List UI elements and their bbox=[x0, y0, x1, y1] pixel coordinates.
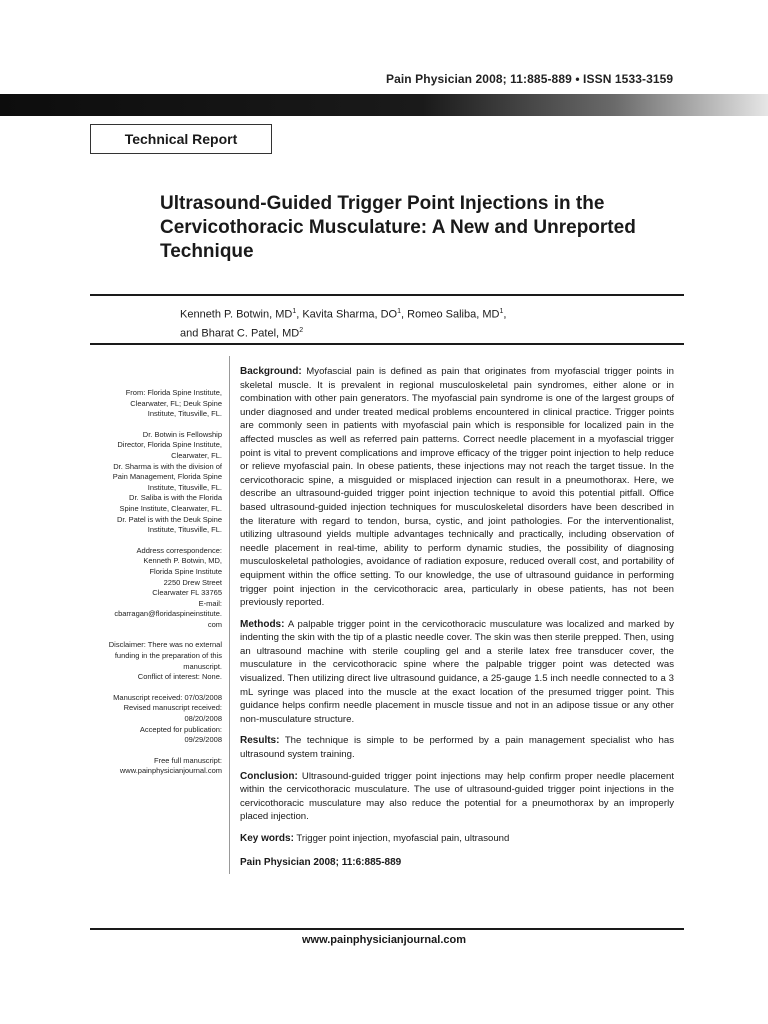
author-name: Bharat C. Patel, MD bbox=[201, 327, 300, 340]
column-divider bbox=[229, 356, 230, 874]
journal-reference: Pain Physician 2008; 11:6:885-889 bbox=[240, 856, 402, 868]
sidebar-from: From: Florida Spine Institute, Clearwater, FL; Deuk Spine Institute, Titusville, FL. bbox=[125, 388, 222, 419]
author-affiliation-mark: 1 bbox=[292, 308, 297, 315]
article-sidebar bbox=[84, 388, 222, 787]
header-bar bbox=[0, 94, 768, 116]
sidebar-disclaimer: Disclaimer: There was no external funding in the preparation of this manuscript. Conflict of interest: None. bbox=[108, 640, 222, 682]
sidebar-affiliations: Dr. Botwin is Fellowship Director, Florida Spine Institute, Clearwater, FL. Dr. Sharma is with the division of Pain Management, Florida Spine Institute, Titusville, FL. Dr. Saliba is with the Florida Spine Institute, Clearwater, FL. Dr. Patel is with the Deuk Spine Institute, Titusville, FL. bbox=[112, 429, 222, 535]
author-name: Romeo Saliba, MD bbox=[407, 308, 500, 321]
author-list: Kenneth P. Botwin, $MD^1$, Kavita Sharma, $DO^1$, Romeo Saliba, $MD^1$, and Bharat C. Patel, $MD^2$ bbox=[180, 308, 507, 340]
journal-citation: Pain Physician 2008; 11:885-889 • ISSN 1533-3159 bbox=[386, 72, 674, 86]
author-name: Kenneth P. Botwin, MD bbox=[180, 308, 293, 321]
author-name: Kavita Sharma, DO bbox=[302, 308, 398, 321]
author-affiliation-mark: 1 bbox=[499, 308, 504, 315]
abstract-background bbox=[240, 365, 674, 610]
divider-bottom bbox=[90, 928, 684, 930]
section-label: Conclusion: bbox=[240, 770, 298, 782]
section-text: A palpable trigger point in the cervicothoracic musculature was localized and marked by indenting the skin with the tip of a plastic needle cover. The skin was then sterile prepped. Then, using an ultrasound machine with sterile coupling gel and a sterile latex free transducer cover, the musculature in the cervicothoracic spine where the palpable trigger point was detected was visualized. Then utilizing direct live ultrasound guidance, a 25-gauge 1.5 inch needle connected to a 3 mL syringe was placed into the muscle at the exact location of the presumed trigger point. This guidance helps confirm needle placement in muscle tissue and not in an adipose tissue or any other non-musculature structure. bbox=[240, 618, 675, 725]
section-label: Background: bbox=[240, 366, 302, 377]
section-label: Methods: bbox=[240, 618, 285, 630]
section-text: Ultrasound-guided trigger point injections may help confirm proper needle placement within the cervicothoracic musculature. The use of ultrasound-guided trigger point injections in the cervicothoracic musculature may also reduce the potential for a pneumothorax by an improperly placed injection. bbox=[240, 770, 674, 823]
abstract-methods bbox=[240, 618, 674, 727]
sidebar-free-manuscript: Free full manuscript: www.painphysicianjournal.com bbox=[119, 755, 222, 776]
abstract-results bbox=[240, 734, 674, 761]
section-label: Results: bbox=[240, 735, 280, 747]
section-text: Trigger point injection, myofascial pain, ultrasound bbox=[296, 833, 510, 844]
article-title: Ultrasound-Guided Trigger Point Injections in the Cervicothoracic Musculature: A New and Unreported Technique bbox=[160, 193, 636, 262]
divider-top bbox=[90, 294, 684, 296]
abstract-conclusion bbox=[240, 770, 674, 824]
report-type-label: Technical Report bbox=[90, 124, 272, 154]
section-label: Key words: bbox=[240, 833, 294, 844]
abstract-keywords bbox=[240, 832, 674, 846]
author-affiliation-mark: 1 bbox=[397, 308, 402, 315]
sidebar-dates: Manuscript received: 07/03/2008 Revised manuscript received: 08/20/2008 Accepted for publication: 09/29/2008 bbox=[113, 692, 222, 745]
section-text: Myofascial pain is defined as pain that originates from myofascial trigger points in skeletal muscle. It is prevalent in regional musculoskeletal pain syndromes, either alone or in combination with other pain generators. The myofascial pain syndrome is one of the largest groups of under diagnosed and under treated medical problems encountered in clinical practice. Trigger points are commonly seen in patients with myofascial pain which is responsible for localized pain in the affected muscles as well as referred pain patterns. Correct needle placement in a myofascial trigger point is vital to prevent complications and improve efficacy of the trigger point injection to help reduce or relieve myofascial pain. In obese patients, these injections may not reach the target tissue. In the cervicothoracic spine, a misguided or misplaced injection can result in a pneumothorax. Here, we describe an ultrasound-guided trigger point injection technique to avoid this potential pitfall. Office based ultrasound-guided injection techniques for musculoskeletal disorders have been described in the literature with regard to tendon, bursa, cystic, and joint pathologies. For the interventionalist, utilizing ultrasound yields multiple advantages technically and practically, including observation of needle placement in real-time, ability to perform dynamic studies, the possibility of diagnosing musculoskeletal pathologies, avoidance of radiation exposure, reduced overall cost, and portability of equipment within the office setting. To our knowledge, the use of ultrasound guidance in performing trigger point injection in the cervicothoracic area, particularly in obese patients, has not been previously reported. bbox=[240, 366, 674, 609]
section-text: The technique is simple to be performed by a pain management specialist who has ultrasound system training. bbox=[240, 735, 674, 761]
author-affiliation-mark: 2 bbox=[299, 326, 304, 334]
journal-website[interactable]: www.painphysicianjournal.com bbox=[301, 934, 466, 946]
sidebar-address: Address correspondence: Kenneth P. Botwin, MD, Florida Spine Institute 2250 Drew Street Clearwater FL 33765 E-mail: cbarragan@floridaspineinstitute. com bbox=[114, 545, 222, 629]
abstract bbox=[240, 365, 674, 877]
divider-middle bbox=[90, 343, 684, 345]
